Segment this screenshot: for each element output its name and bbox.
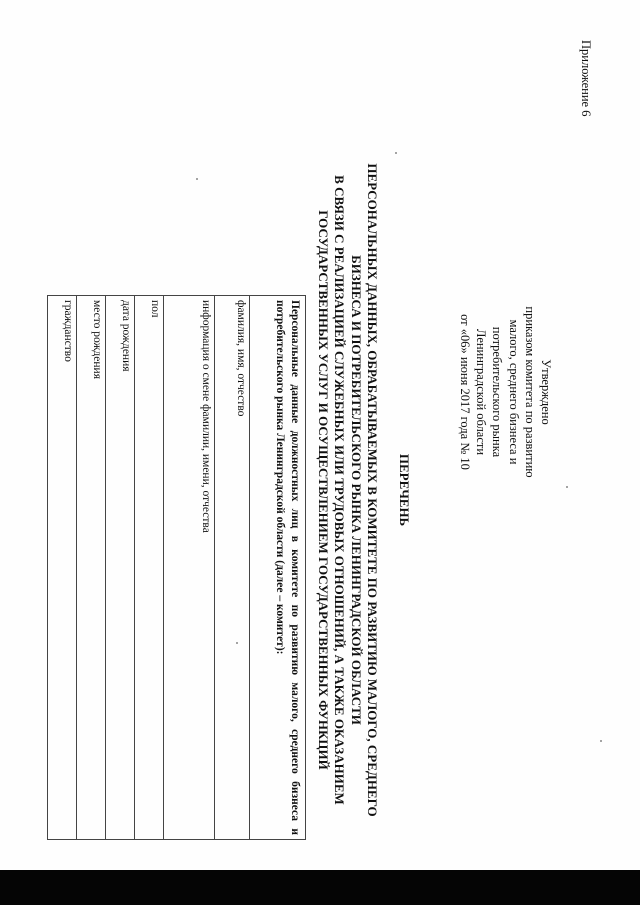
table-row (48, 296, 77, 840)
table-cell: пол (135, 296, 164, 840)
table-cell: дата рождения (106, 296, 135, 840)
table-cell: место рождения (77, 296, 106, 840)
scan-speck (196, 178, 198, 180)
heading-line: ГОСУДАРСТВЕННЫХ УСЛУГ И ОСУЩЕСТВЛЕНИЕМ ГОСУДАРСТВЕННЫХ ФУНКЦИЙ (316, 210, 332, 770)
approval-line: потребительского рынка (490, 326, 505, 458)
table-row (77, 296, 106, 840)
heading-line: БИЗНЕСА И ПОТРЕБИТЕЛЬСКОГО РЫНКА ЛЕНИНГРАДСКОЙ ОБЛАСТИ (348, 255, 364, 725)
scan-border-strip (0, 870, 640, 905)
table-row (106, 296, 135, 840)
table-row (215, 296, 250, 840)
table-header-cell: Персональные данные должностных лиц в комитете по развитию малого, среднего бизнеса и потребительского рынка Ленинградской области (далее – комитет): (250, 296, 306, 840)
scan-speck (236, 642, 238, 644)
personal-data-table (47, 295, 306, 840)
document-heading (315, 90, 412, 870)
heading-line: ПЕРСОНАЛЬНЫХ ДАННЫХ, ОБРАБАТЫВАЕМЫХ В КОМИТЕТЕ ПО РАЗВИТИЮ МАЛОГО, СРЕДНЕГО (364, 163, 380, 817)
approval-line: малого, среднего бизнеса и (506, 319, 521, 465)
table-header-row (250, 296, 306, 840)
approval-stamp-block (457, 222, 554, 562)
scan-speck (566, 486, 568, 488)
scan-speck (395, 152, 397, 154)
scan-speck (600, 740, 602, 742)
approval-line: Утверждено (539, 359, 553, 425)
table-cell: гражданство (48, 296, 77, 840)
approval-line: Ленинградской области (474, 328, 489, 456)
table-row (135, 296, 164, 840)
approval-line: приказом комитета по развитию (522, 306, 537, 478)
heading-title: ПЕРЕЧЕНЬ (397, 453, 412, 527)
table-cell: фамилия, имя, отчество (215, 296, 250, 840)
heading-line: В СВЯЗИ С РЕАЛИЗАЦИЕЙ СЛУЖЕБНЫХ ИЛИ ТРУДОВЫХ ОТНОШЕНИЙ, А ТАКЖЕ ОКАЗАНИЕМ (332, 175, 348, 805)
appendix-label: Приложение 6 (579, 40, 593, 117)
table-row (164, 296, 215, 840)
approval-line: от «06» июня 2017 года № 10 (457, 314, 472, 470)
table-cell: информация о смене фамилии, имени, отчества (164, 296, 215, 840)
